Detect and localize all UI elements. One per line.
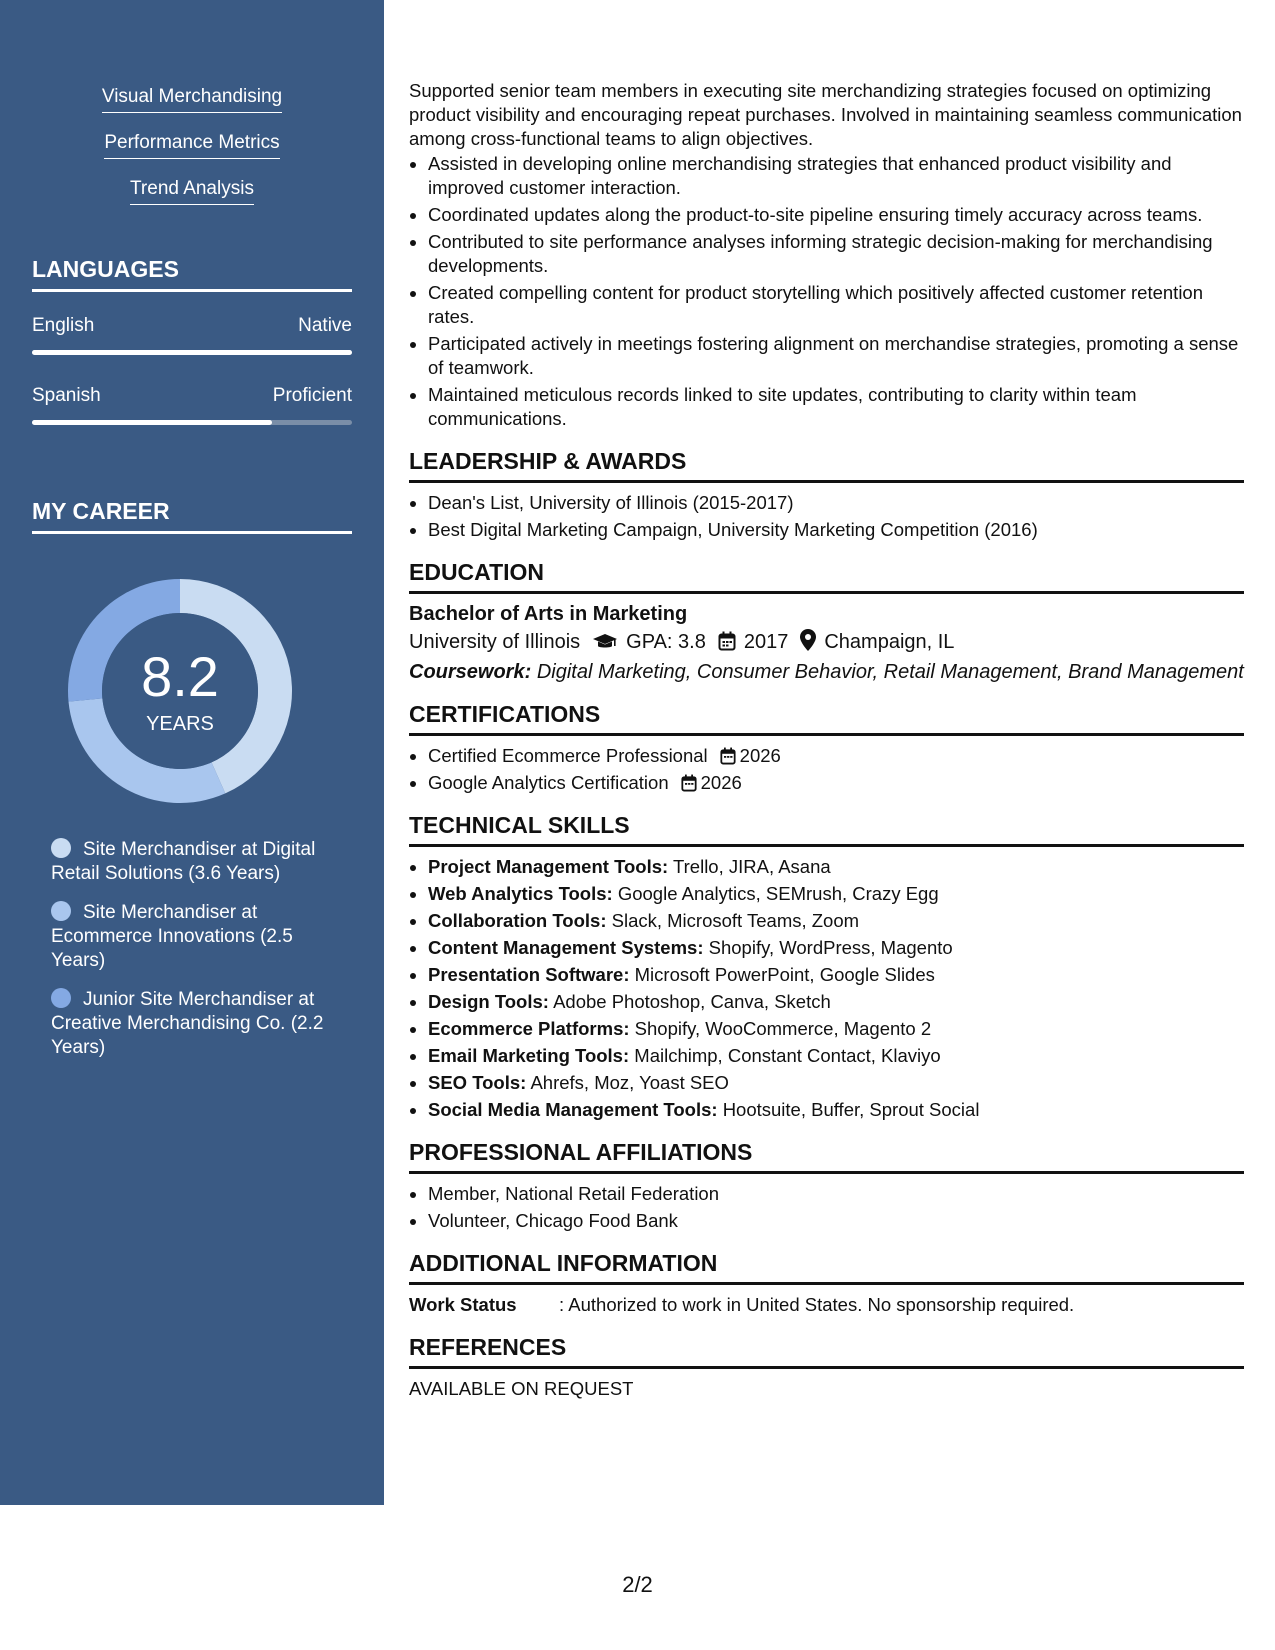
- sidebar: [0, 0, 384, 1505]
- skill-values: Hootsuite, Buffer, Sprout Social: [722, 1099, 980, 1120]
- references-text: AVAILABLE ON REQUEST: [409, 1378, 634, 1399]
- skill-category: Social Media Management Tools:: [428, 1099, 718, 1120]
- calendar-icon: [720, 747, 736, 765]
- career-heading: MY CAREER: [32, 498, 352, 534]
- location-pin-icon: [800, 629, 816, 651]
- section-title: TECHNICAL SKILLS: [409, 812, 1244, 847]
- section-title: LEADERSHIP & AWARDS: [409, 448, 1244, 483]
- skill-values: Google Analytics, SEMrush, Crazy Egg: [617, 883, 939, 904]
- language-bar: [32, 420, 352, 425]
- skill-category: Web Analytics Tools:: [428, 883, 613, 904]
- skill-category: Presentation Software:: [428, 964, 630, 985]
- skill-link[interactable]: Performance Metrics: [104, 132, 279, 159]
- skill-values: Trello, JIRA, Asana: [673, 856, 831, 877]
- certification-name: Certified Ecommerce Professional: [428, 745, 708, 766]
- main-content: [409, 79, 1244, 1401]
- education-meta: [409, 629, 1244, 654]
- skill-values: Microsoft PowerPoint, Google Slides: [634, 964, 935, 985]
- list-item: [428, 744, 1244, 768]
- technical-skills-list: [409, 855, 1244, 1122]
- coursework-value: Digital Marketing, Consumer Behavior, Retail Management, Brand Management: [536, 661, 1244, 683]
- skill-values: Adobe Photoshop, Canva, Sketch: [553, 991, 831, 1012]
- legend-dot-icon: [51, 901, 71, 921]
- legend-dot-icon: [51, 838, 71, 858]
- calendar-icon: [718, 631, 736, 651]
- coursework: [409, 660, 1244, 684]
- language-name: English: [32, 315, 95, 336]
- section-title: PROFESSIONAL AFFILIATIONS: [409, 1139, 1244, 1174]
- language-level: Native: [298, 315, 352, 336]
- work-status-value: : Authorized to work in United States. No sponsorship required.: [559, 1294, 1075, 1315]
- language-level: Proficient: [272, 385, 352, 406]
- certification-year: 2026: [739, 745, 781, 766]
- skill-link[interactable]: Trend Analysis: [130, 178, 254, 205]
- section-title: CERTIFICATIONS: [409, 701, 1244, 736]
- section-title: EDUCATION: [409, 559, 1244, 594]
- section-title: ADDITIONAL INFORMATION: [409, 1250, 1244, 1285]
- skill-category: Content Management Systems:: [428, 937, 704, 958]
- list-item: [428, 963, 1244, 987]
- gpa: GPA: 3.8: [626, 631, 706, 653]
- education-location: Champaign, IL: [824, 631, 955, 653]
- list-item: [428, 771, 1244, 795]
- leadership-list: [409, 491, 1244, 542]
- list-item: • Contributed to site performance analyses informing strategic decision-making for merchandising developments.: [428, 230, 1244, 278]
- skill-category: Collaboration Tools:: [428, 910, 607, 931]
- legend-dot-icon: [51, 988, 71, 1008]
- list-item: [428, 1017, 1244, 1041]
- skill-values: Shopify, WooCommerce, Magento 2: [634, 1018, 932, 1039]
- career-item: [51, 838, 341, 886]
- degree: Bachelor of Arts in Marketing: [409, 603, 688, 625]
- language-bar-fill: [32, 350, 352, 355]
- skill-values: Ahrefs, Moz, Yoast SEO: [530, 1072, 729, 1093]
- skill-category: Project Management Tools:: [428, 856, 669, 877]
- career-item: [51, 901, 341, 973]
- language-bar-fill: [32, 420, 272, 425]
- career-unit: YEARS: [146, 713, 214, 735]
- experience-bullets: [409, 152, 1244, 431]
- page-number: 2/2: [622, 1572, 653, 1597]
- coursework-label: Coursework:: [409, 661, 532, 683]
- career-item: [51, 988, 341, 1060]
- graduation-year: 2017: [743, 631, 789, 653]
- skill-category: Ecommerce Platforms:: [428, 1018, 630, 1039]
- experience-summary: Supported senior team members in executing site merchandizing strategies focused on optimizing product visibility and encouraging repeat purchases. Involved in maintaining seamless communication among cross-functional teams to align objectives.: [409, 80, 1242, 149]
- language-bar: [32, 350, 352, 355]
- list-item: • Best Digital Marketing Campaign, University Marketing Competition (2016): [428, 518, 1244, 542]
- list-item: [428, 1098, 1244, 1122]
- career-list: [51, 838, 341, 1075]
- work-status-label: Work Status: [409, 1294, 517, 1315]
- skill-category: Design Tools:: [428, 991, 549, 1012]
- list-item: [428, 990, 1244, 1014]
- list-item: • Created compelling content for product storytelling which positively affected customer retention rates.: [428, 281, 1244, 329]
- skill-values: Mailchimp, Constant Contact, Klaviyo: [634, 1045, 941, 1066]
- certifications-list: [409, 744, 1244, 795]
- work-status-row: [409, 1293, 1244, 1317]
- skill-link[interactable]: Visual Merchandising: [102, 86, 282, 113]
- career-total: 8.2: [141, 645, 219, 708]
- calendar-icon: [681, 774, 697, 792]
- affiliations-list: [409, 1182, 1244, 1233]
- skill-links: [0, 86, 384, 224]
- list-item: • Volunteer, Chicago Food Bank: [428, 1209, 1244, 1233]
- list-item: [428, 1044, 1244, 1068]
- list-item: • Member, National Retail Federation: [428, 1182, 1244, 1206]
- skill-values: Slack, Microsoft Teams, Zoom: [611, 910, 860, 931]
- skill-category: SEO Tools:: [428, 1072, 527, 1093]
- career-item-label: Junior Site Merchandiser at Creative Merchandising Co. (2.2 Years): [51, 989, 324, 1058]
- graduation-cap-icon: [592, 633, 618, 651]
- section-title: REFERENCES: [409, 1334, 1244, 1369]
- skill-values: Shopify, WordPress, Magento: [708, 937, 953, 958]
- career-item-label: Site Merchandiser at Ecommerce Innovations (2.5 Years): [51, 902, 293, 971]
- list-item: • Maintained meticulous records linked to site updates, contributing to clarity within team communications.: [428, 383, 1244, 431]
- list-item: • Assisted in developing online merchandising strategies that enhanced product visibility and improved customer interaction.: [428, 152, 1244, 200]
- list-item: • Dean's List, University of Illinois (2015-2017): [428, 491, 1244, 515]
- skill-category: Email Marketing Tools:: [428, 1045, 630, 1066]
- language-name: Spanish: [32, 385, 101, 406]
- list-item: [428, 882, 1244, 906]
- list-item: [428, 1071, 1244, 1095]
- certification-name: Google Analytics Certification: [428, 772, 669, 793]
- list-item: • Participated actively in meetings fostering alignment on merchandise strategies, promoting a sense of teamwork.: [428, 332, 1244, 380]
- career-item-label: Site Merchandiser at Digital Retail Solutions (3.6 Years): [51, 839, 316, 884]
- languages-heading: LANGUAGES: [32, 256, 352, 292]
- school-name: University of Illinois: [409, 631, 581, 653]
- list-item: [428, 855, 1244, 879]
- list-item: [428, 909, 1244, 933]
- certification-year: 2026: [700, 772, 742, 793]
- list-item: [428, 936, 1244, 960]
- career-donut-chart: [66, 577, 294, 805]
- list-item: • Coordinated updates along the product-to-site pipeline ensuring timely accuracy across teams.: [428, 203, 1244, 227]
